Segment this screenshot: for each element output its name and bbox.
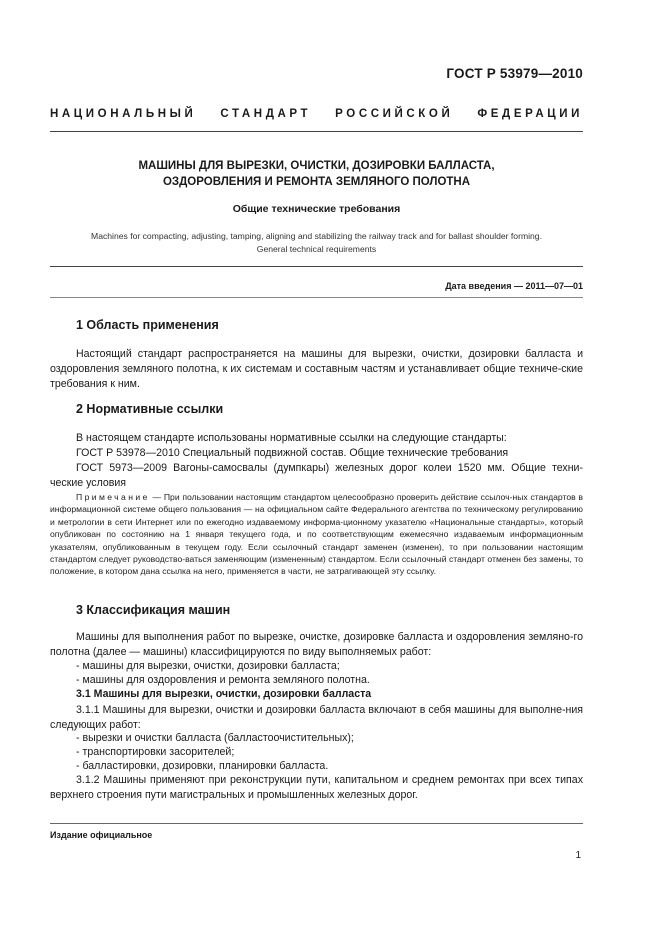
note-block (50, 491, 583, 578)
reference-2 (50, 461, 583, 491)
reference-1: ГОСТ Р 53978—2010 Специальный подвижной состав. Общие технические требования (76, 447, 509, 459)
subsection-3-1-heading: 3.1 Машины для вырезки, очистки, дозировки балласта (76, 688, 372, 700)
english-title-line-1: Machines for compacting, adjusting, tamping, aligning and stabilizing the railway track and for ballast shoulder forming. (91, 231, 542, 241)
list-item: - балластировки, дозировки, планировки балласта. (76, 760, 329, 772)
document-title (50, 158, 583, 190)
introduction-date: Дата введения — 2011—07—01 (445, 281, 583, 291)
reference-2-text: ГОСТ 5973—2009 Вагоны-самосвалы (думпкары) железных дорог колеи 1520 мм. Общие техни-ческие условия (50, 462, 583, 489)
list-item: - машины для вырезки, очистки, дозировки балласта; (76, 660, 340, 672)
section-2-intro: В настоящем стандарте использованы нормативные ссылки на следующие стандарты: (76, 432, 507, 444)
document-subtitle: Общие технические требования (232, 203, 401, 215)
section-1-paragraph: Настоящий стандарт распространяется на машины для вырезки, очистки, дозировки балласта и оздоровления земляного полотна, к их системам и составным частям и устанавливает общие техниче-ские требования к ним. (50, 348, 583, 390)
section-3-heading: 3 Классификация машин (76, 603, 231, 617)
section-3-intro (50, 630, 583, 660)
section-2-heading: 2 Нормативные ссылки (76, 402, 224, 416)
list-item: - вырезки и очистки балласта (балластоочистительных); (76, 732, 354, 744)
title-divider (50, 266, 583, 267)
section-1-heading: 1 Область применения (76, 318, 219, 332)
section-3-intro-text: Машины для выполнения работ по вырезке, очистке, дозировке балласта и оздоровления земляно-го полотна (далее — машины) классифицируются по виду выполняемых работ: (50, 631, 583, 658)
english-title-line-2: General technical requirements (256, 244, 377, 254)
paragraph-3-1-1 (50, 703, 583, 733)
page-number: 1 (575, 850, 581, 861)
english-title (40, 230, 593, 256)
document-code: ГОСТ Р 53979—2010 (446, 66, 583, 81)
date-divider (50, 297, 583, 298)
title-line-2: ОЗДОРОВЛЕНИЯ И РЕМОНТА ЗЕМЛЯНОГО ПОЛОТНА (162, 176, 471, 188)
list-item: - машины для оздоровления и ремонта земляного полотна. (76, 674, 370, 686)
note-text: — При пользовании настоящим стандартом целесообразно проверить действие ссылоч-ных стандартов в информационной системе общего пользования — на официальном сайте Федерального агентства по техническому регулированию и метрологии в сети Интернет или по ежегодно издаваемому информа-ционному указателю «Национальные стандарты», который опубликован по состоянию на 1 января текущего года, и по соответствующим ежемесячно издаваемым информационным указателям, опубликованным в текущем году. Если ссылочный стандарт заменен (изменен), то при пользовании настоящим стандартом следует руководство-ваться заменяющим (измененным) стандартом. Если ссылочный стандарт отменен без замены, то положение, в котором дана ссылка на него, применяется в части, не затрагивающей эту ссылку. (50, 492, 583, 577)
paragraph-3-1-2 (50, 773, 583, 803)
paragraph-3-1-1-text: 3.1.1 Машины для вырезки, очистки и дозировки балласта включают в себя машины для выполне-ния следующих работ: (50, 704, 583, 731)
title-line-1: МАШИНЫ ДЛЯ ВЫРЕЗКИ, ОЧИСТКИ, ДОЗИРОВКИ БАЛЛАСТА, (138, 160, 495, 172)
footer-divider (50, 823, 583, 824)
section-1-text (50, 347, 583, 392)
note-label: Примечание (76, 492, 150, 502)
header-divider (50, 131, 583, 132)
paragraph-3-1-2-text: 3.1.2 Машины применяют при реконструкции пути, капитальном и среднем ремонтах при всех типах верхнего строения пути магистральных и промышленных железных дорог. (50, 774, 583, 801)
national-standard-heading: НАЦИОНАЛЬНЫЙ СТАНДАРТ РОССИЙСКОЙ ФЕДЕРАЦИИ (50, 108, 583, 120)
official-edition-label: Издание официальное (50, 830, 153, 840)
list-item: - транспортировки засорителей; (76, 746, 235, 758)
